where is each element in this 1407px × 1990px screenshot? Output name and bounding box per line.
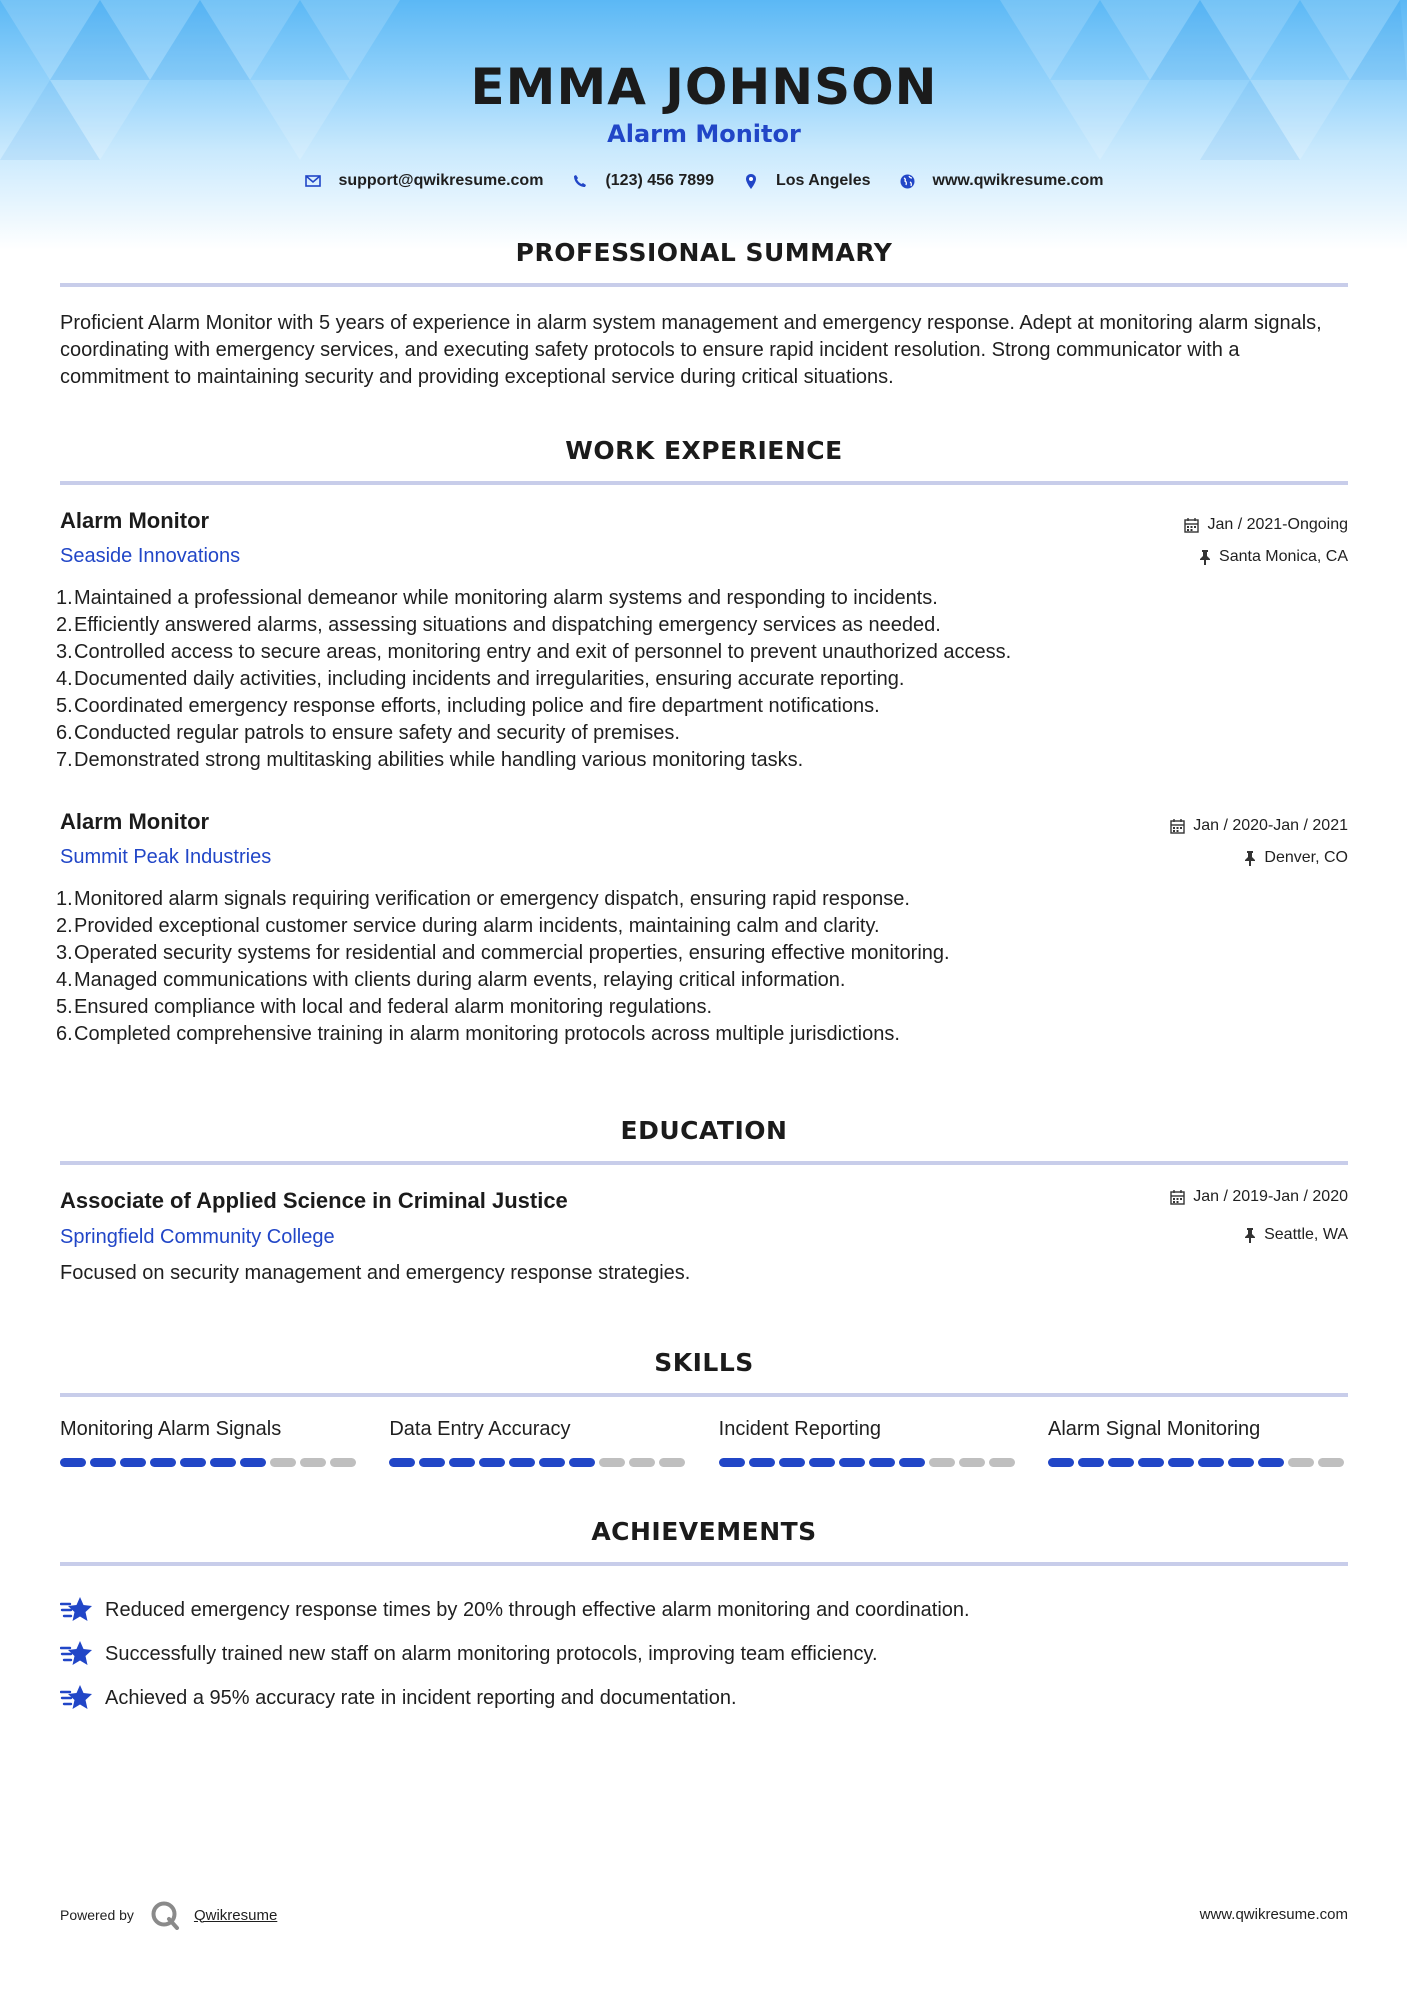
skill-segment-filled (479, 1458, 505, 1467)
skill-segment-empty (330, 1458, 356, 1467)
job-dates (1184, 516, 1348, 534)
skill-segment-empty (1288, 1458, 1314, 1467)
list-item: 3. Controlled access to secure areas, monitoring entry and exit of personnel to prevent unauthorized access. (56, 641, 1012, 663)
skills-heading: SKILLS (654, 1348, 754, 1377)
skill-segment-filled (1168, 1458, 1194, 1467)
skill-segment-empty (1318, 1458, 1344, 1467)
company-name: Summit Peak Industries (60, 846, 272, 868)
skill-segment-filled (509, 1458, 535, 1467)
phone-text: (123) 456 7899 (605, 172, 714, 189)
skill-segment-filled (899, 1458, 925, 1467)
job-location (1199, 548, 1348, 566)
list-item: 1. Maintained a professional demeanor while monitoring alarm systems and responding to incidents. (56, 587, 938, 609)
qwikresume-link[interactable]: Qwikresume (193, 1906, 278, 1924)
calendar-icon (1170, 819, 1185, 834)
list-item (60, 1632, 1348, 1676)
list-item: 5. Ensured compliance with local and federal alarm monitoring regulations. (56, 996, 713, 1018)
qwikresume-logo-icon (150, 1900, 180, 1930)
achievement-text: Achieved a 95% accuracy rate in incident reporting and documentation. (105, 1686, 737, 1709)
education-location (1244, 1226, 1348, 1244)
education-description: Focused on security management and emergency response strategies. (60, 1262, 691, 1284)
skill-name: Alarm Signal Monitoring (1047, 1418, 1261, 1440)
achievements-heading: ACHIEVEMENTS (591, 1517, 817, 1546)
pushpin-icon (1244, 851, 1256, 866)
skill-segment-filled (240, 1458, 266, 1467)
skill-segment-filled (389, 1458, 415, 1467)
candidate-role: Alarm Monitor (607, 120, 801, 148)
education-divider (60, 1161, 1348, 1165)
skill-item (719, 1418, 1019, 1467)
skill-name: Monitoring Alarm Signals (60, 1418, 282, 1440)
skill-level-bar (60, 1458, 360, 1467)
contact-email[interactable] (304, 172, 543, 190)
star-icon (60, 1639, 94, 1669)
job-title: Alarm Monitor (60, 508, 210, 533)
skill-item (1048, 1418, 1348, 1467)
degree-title: Associate of Applied Science in Criminal Justice (60, 1188, 568, 1213)
skill-segment-filled (779, 1458, 805, 1467)
list-item: 6. Conducted regular patrols to ensure safety and security of premises. (56, 722, 680, 744)
skill-segment-filled (1048, 1458, 1074, 1467)
location-text: Los Angeles (775, 172, 871, 189)
star-icon (60, 1595, 94, 1625)
skill-segment-filled (90, 1458, 116, 1467)
skills-list (60, 1418, 1348, 1467)
skill-name: Data Entry Accuracy (389, 1418, 571, 1440)
website-text: www.qwikresume.com (932, 172, 1104, 189)
list-item: 6. Completed comprehensive training in alarm monitoring protocols across multiple jurisdictions. (56, 1023, 900, 1045)
skill-item (389, 1418, 689, 1467)
skill-level-bar (389, 1458, 689, 1467)
skill-segment-empty (659, 1458, 685, 1467)
skill-segment-empty (270, 1458, 296, 1467)
experience-heading: WORK EXPERIENCE (565, 436, 843, 465)
list-item: 2. Provided exceptional customer service during alarm incidents, maintaining calm and clarity. (56, 915, 880, 937)
skill-segment-filled (719, 1458, 745, 1467)
pushpin-icon (1199, 550, 1211, 565)
contact-phone[interactable] (571, 172, 714, 190)
skill-segment-filled (150, 1458, 176, 1467)
list-item: 3. Operated security systems for residential and commercial properties, ensuring effective monitoring. (56, 942, 950, 964)
skill-segment-filled (839, 1458, 865, 1467)
achievements-divider (60, 1562, 1348, 1566)
skill-segment-filled (1198, 1458, 1224, 1467)
phone-icon (571, 172, 589, 190)
job-dates-text: Jan / 2020-Jan / 2021 (1193, 817, 1348, 834)
job-bullets (56, 585, 1348, 774)
summary-text: Proficient Alarm Monitor with 5 years of experience in alarm system management and emergency response. Adept at monitoring alarm signals, coordinating with emergency services, and executing safety protocols to ensure rapid incident resolution. Strong communicator with a commitment to maintaining security and providing exceptional service during critical situations. (60, 312, 1322, 388)
list-item: 4. Managed communications with clients during alarm events, relaying critical information. (56, 969, 846, 991)
footer-website[interactable]: www.qwikresume.com (1199, 1906, 1348, 1923)
job-location-text: Denver, CO (1264, 849, 1348, 866)
list-item (60, 1588, 1348, 1632)
skill-level-bar (1048, 1458, 1348, 1467)
skill-segment-empty (959, 1458, 985, 1467)
job-title: Alarm Monitor (60, 809, 210, 834)
list-item: 4. Documented daily activities, including incidents and irregularities, ensuring accurate reporting. (56, 668, 905, 690)
contact-bar (60, 172, 1348, 190)
skill-segment-filled (449, 1458, 475, 1467)
achievement-text: Successfully trained new staff on alarm monitoring protocols, improving team efficiency. (105, 1642, 878, 1665)
job-dates (1170, 817, 1348, 835)
list-item: 1. Monitored alarm signals requiring verification or emergency dispatch, ensuring rapid response. (56, 888, 910, 910)
skill-segment-filled (120, 1458, 146, 1467)
achievements-list (60, 1588, 1348, 1720)
education-heading: EDUCATION (620, 1116, 788, 1145)
skill-segment-filled (749, 1458, 775, 1467)
envelope-icon (304, 172, 322, 190)
job-location-text: Santa Monica, CA (1219, 548, 1348, 565)
skill-segment-filled (419, 1458, 445, 1467)
summary-divider (60, 283, 1348, 287)
school-name: Springfield Community College (60, 1226, 335, 1248)
job-dates-text: Jan / 2021-Ongoing (1207, 516, 1348, 533)
map-pin-icon (742, 172, 760, 190)
email-text: support@qwikresume.com (338, 172, 544, 189)
achievement-text: Reduced emergency response times by 20% through effective alarm monitoring and coordination. (105, 1598, 970, 1621)
candidate-name: EMMA JOHNSON (470, 58, 938, 116)
skill-name: Incident Reporting (718, 1418, 881, 1440)
skill-segment-empty (989, 1458, 1015, 1467)
list-item (60, 1676, 1348, 1720)
skill-segment-filled (1258, 1458, 1284, 1467)
calendar-icon (1184, 518, 1199, 533)
skill-segment-filled (869, 1458, 895, 1467)
skill-segment-filled (1138, 1458, 1164, 1467)
company-name: Seaside Innovations (60, 545, 241, 567)
skill-item (60, 1418, 360, 1467)
skill-segment-filled (539, 1458, 565, 1467)
skill-segment-filled (1108, 1458, 1134, 1467)
skills-divider (60, 1393, 1348, 1397)
skill-segment-empty (929, 1458, 955, 1467)
skill-segment-empty (599, 1458, 625, 1467)
experience-divider (60, 481, 1348, 485)
skill-segment-empty (629, 1458, 655, 1467)
skill-segment-filled (60, 1458, 86, 1467)
contact-location (742, 172, 871, 190)
contact-website[interactable] (899, 172, 1104, 190)
star-icon (60, 1683, 94, 1713)
skill-segment-empty (300, 1458, 326, 1467)
skill-segment-filled (1228, 1458, 1254, 1467)
list-item: 2. Efficiently answered alarms, assessing situations and dispatching emergency services as needed. (56, 614, 941, 636)
education-dates (1170, 1188, 1348, 1206)
skill-level-bar (719, 1458, 1019, 1467)
globe-icon (899, 172, 917, 190)
powered-by-label: Powered by (60, 1907, 134, 1923)
job-bullets (56, 886, 1348, 1048)
skill-segment-filled (210, 1458, 236, 1467)
calendar-icon (1170, 1190, 1185, 1205)
list-item: 5. Coordinated emergency response efforts, including police and fire department notifications. (56, 695, 880, 717)
pushpin-icon (1244, 1228, 1256, 1243)
education-dates-text: Jan / 2019-Jan / 2020 (1193, 1188, 1348, 1205)
summary-heading: PROFESSIONAL SUMMARY (515, 238, 893, 267)
skill-segment-filled (1078, 1458, 1104, 1467)
skill-segment-filled (809, 1458, 835, 1467)
footer-powered-by (60, 1900, 277, 1930)
education-location-text: Seattle, WA (1264, 1226, 1348, 1243)
skill-segment-filled (569, 1458, 595, 1467)
job-location (1244, 849, 1348, 867)
skill-segment-filled (180, 1458, 206, 1467)
list-item: 7. Demonstrated strong multitasking abilities while handling various monitoring tasks. (56, 749, 804, 771)
